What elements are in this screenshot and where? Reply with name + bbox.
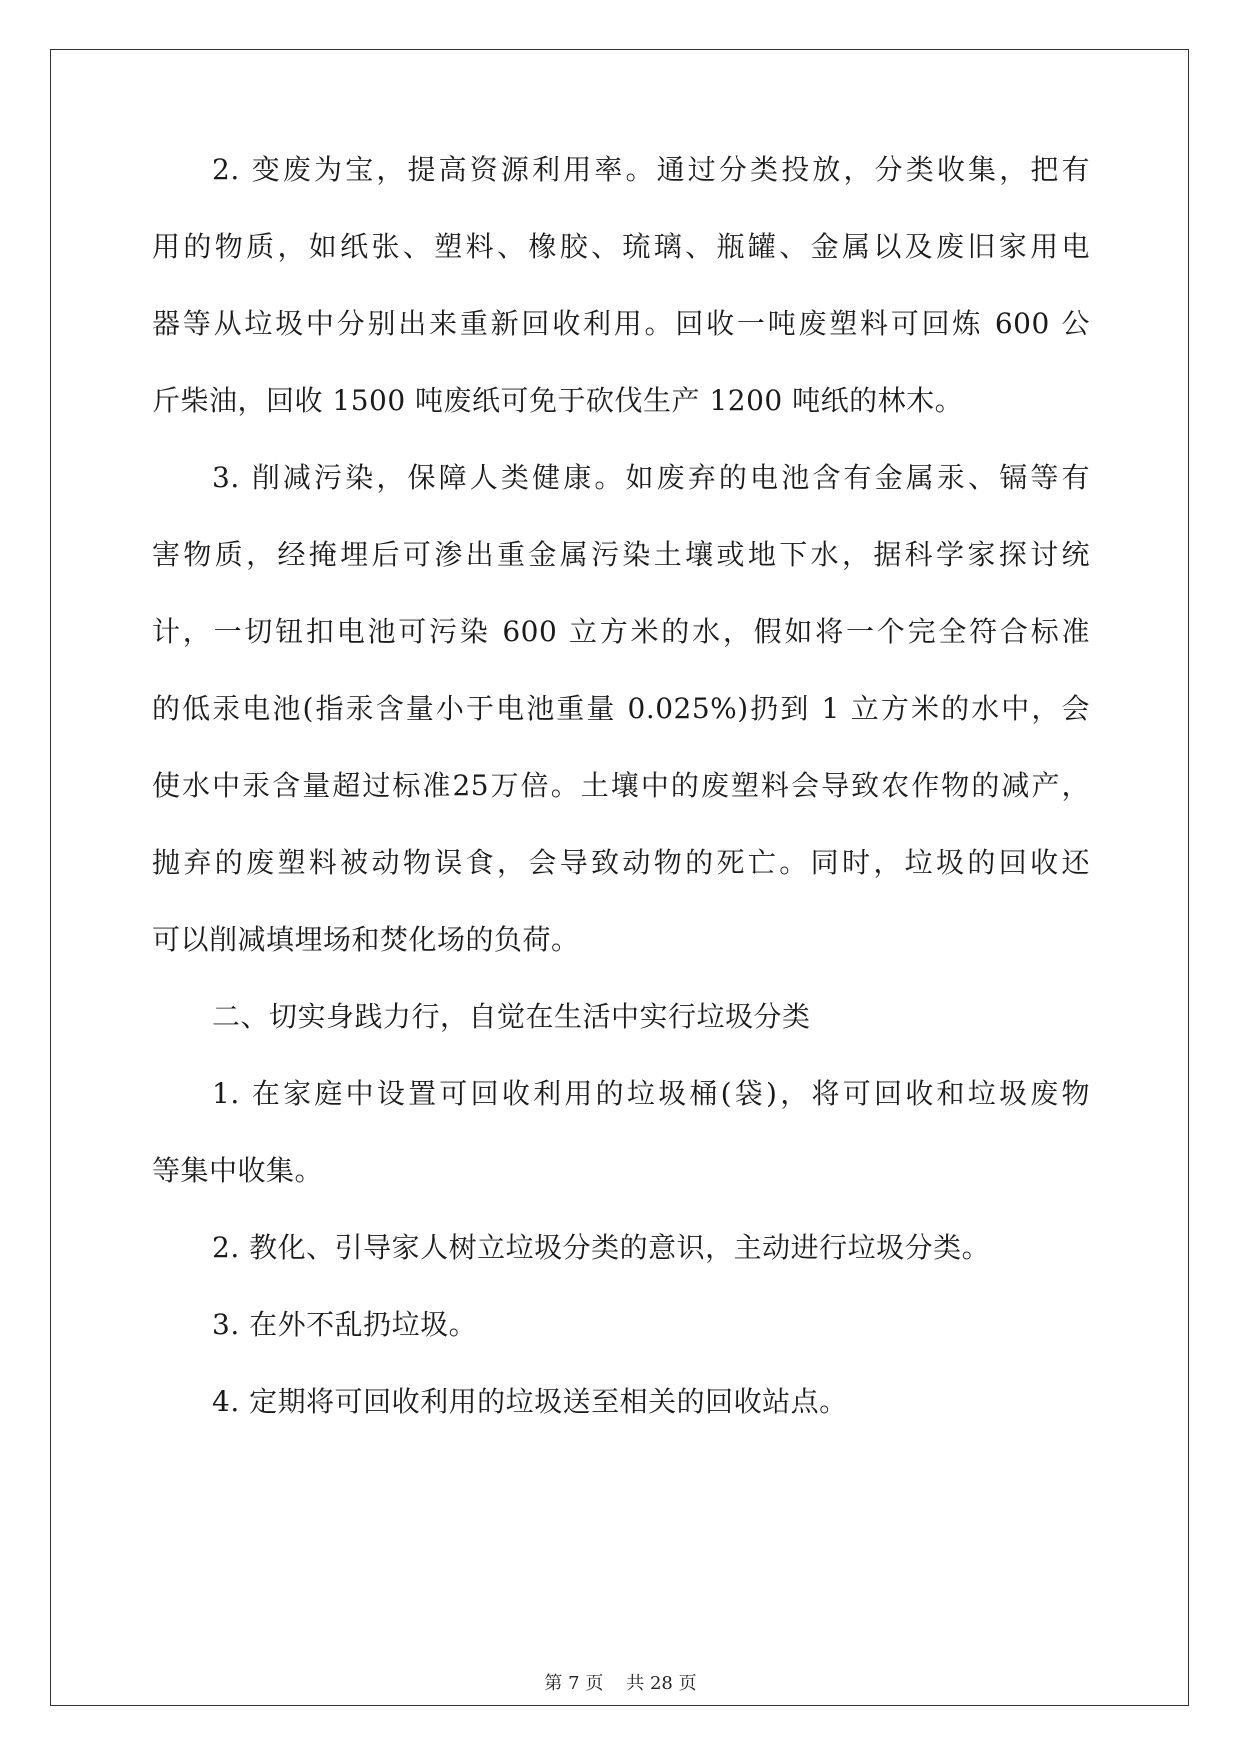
paragraph-line: 3. 在外不乱扔垃圾。	[212, 1308, 478, 1341]
paragraph-line: 用的物质，如纸张、塑料、橡胶、琉璃、瓶罐、金属以及废旧家用电	[152, 230, 1090, 263]
paragraph-line: 器等从垃圾中分别出来重新回收利用。回收一吨废塑料可回炼 600 公	[152, 307, 1090, 340]
paragraph-line: 害物质，经掩埋后可渗出重金属污染土壤或地下水，据科学家探讨统	[152, 538, 1090, 571]
paragraph-line: 3. 削减污染，保障人类健康。如废弃的电池含有金属汞、镉等有	[212, 461, 1090, 494]
paragraph-line: 2. 教化、引导家人树立垃圾分类的意识，主动进行垃圾分类。	[212, 1231, 991, 1264]
paragraph-line: 使水中汞含量超过标准25万倍。土壤中的废塑料会导致农作物的减产，	[152, 769, 1090, 802]
paragraph-line: 1. 在家庭中设置可回收利用的垃圾桶(袋)，将可回收和垃圾废物	[212, 1077, 1090, 1110]
page-total: 共 28 页	[626, 1673, 697, 1694]
paragraph-line: 的低汞电池(指汞含量小于电池重量 0.025%)扔到 1 立方米的水中，会	[152, 692, 1090, 725]
paragraph-line: 4. 定期将可回收利用的垃圾送至相关的回收站点。	[212, 1385, 848, 1418]
paragraph-line: 抛弃的废塑料被动物误食，会导致动物的死亡。同时，垃圾的回收还	[152, 846, 1090, 879]
paragraph-line: 计，一切钮扣电池可污染 600 立方米的水，假如将一个完全符合标准	[152, 615, 1090, 648]
page-number: 第 7 页	[544, 1673, 604, 1694]
paragraph-line: 可以削减填埋场和焚化场的负荷。	[152, 923, 580, 956]
paragraph-line: 2. 变废为宝，提高资源利用率。通过分类投放，分类收集，把有	[212, 153, 1090, 186]
section-heading: 二、切实身践力行，自觉在生活中实行垃圾分类	[212, 1000, 811, 1033]
page-footer	[0, 1672, 1241, 1696]
paragraph-line: 斤柴油，回收 1500 吨废纸可免于砍伐生产 1200 吨纸的林木。	[152, 384, 964, 417]
paragraph-line: 等集中收集。	[152, 1154, 324, 1187]
